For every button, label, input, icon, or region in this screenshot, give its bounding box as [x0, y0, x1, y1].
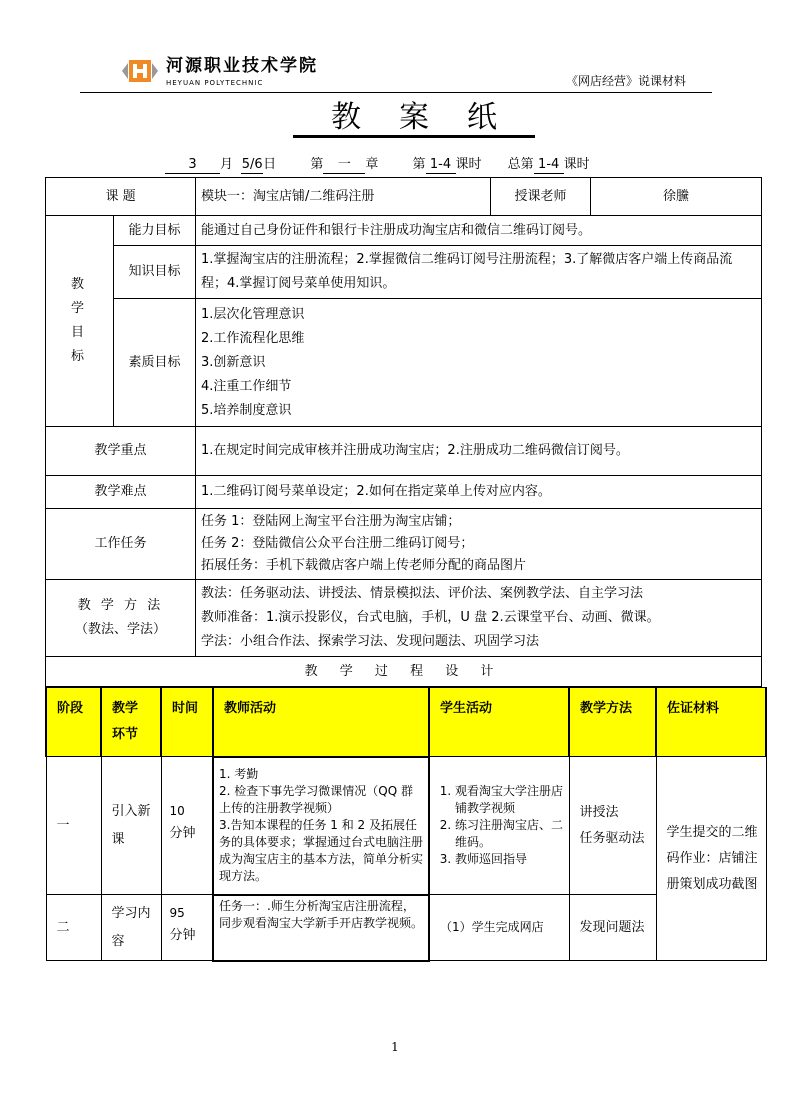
date-line: 3 月 5/6日 第 一 章 第 1-4 课时 总第 1-4 课时 — [165, 157, 590, 174]
process-row: 二 学习内容 95 分钟 任务一：.师生分析淘宝店注册流程，同步观看淘宝大学新手开店教学视频。 （1）学生完成网店 发现问题法 — [46, 895, 766, 961]
quality-row: 素质目标 1.层次化管理意识 2.工作流程化思维 3.创新意识 4.注重工作细节 5.培养制度意识 — [46, 299, 762, 427]
difficulty-row: 教学难点 1.二维码订阅号菜单设定；2.如何在指定菜单上传对应内容。 — [46, 476, 762, 509]
knowledge-row: 知识目标 1.掌握淘宝店的注册流程；2.掌握微信二维码订阅号注册流程；3.了解微店客户端上传商品流程；4.掌握订阅号菜单使用知识。 — [46, 246, 762, 299]
methods-row: 教 学 方 法 （教法、学法） 教法：任务驱动法、讲授法、情景模拟法、评价法、案例教学法、自主学习法 教师准备：1.演示投影仪，台式电脑，手机，U 盘 2.云课堂平台、动画、微课。 学法：小组合作法、探索学习法、发现问题法、巩固学习法 — [46, 580, 762, 657]
tables-container — [45, 177, 765, 962]
process-header-row: 阶段 教学环节 时间 教师活动 学生活动 教学方法 佐证材料 — [46, 688, 766, 757]
course-name: 《网店经营》说课材料 — [565, 74, 686, 88]
school-logo: 河源职业技术学院 HEYUAN POLYTECHNIC — [122, 56, 342, 88]
lesson-plan-table — [45, 177, 762, 687]
process-table — [45, 687, 767, 962]
process-title-row: 教 学 过 程 设 计 — [46, 657, 762, 687]
key-points-row: 教学重点 1.在规定时间完成审核并注册成功淘宝店；2.注册成功二维码微信订阅号。 — [46, 427, 762, 476]
topic-row: 课 题 模块一：淘宝店铺/二维码注册 授课老师 徐黱 — [46, 178, 762, 216]
ability-row: 教 学 目 标 能力目标 能通过自己身份证件和银行卡注册成功淘宝店和微信二维码订阅号。 — [46, 216, 762, 246]
page-title: 教案纸 — [0, 98, 790, 142]
page-number: 1 — [391, 1040, 399, 1054]
process-row: 一 引入新课 10 分钟 1. 考勤 2. 检查下事先学习微课情况（QQ 群上传的注册教学视频） 3.告知本课程的任务 1 和 2 及拓展任务的具体要求；掌握通过台式电脑注册成为淘宝店主的基本方法，简单分析实现方法。 1. 观看淘宝大学注册店铺教学视频 2. 练习注册淘宝店、二维码。 3. 教师巡回指导 讲授法 任务驱动法 学生提交的二维码作业：店铺注册策划成功截图 — [46, 757, 766, 895]
header-rule — [80, 92, 712, 93]
tasks-row: 工作任务 任务 1：登陆网上淘宝平台注册为淘宝店铺； 任务 2：登陆微信公众平台注册二维码订阅号； 拓展任务：手机下载微店客户端上传老师分配的商品图片 — [46, 509, 762, 580]
logo-emblem-icon — [122, 60, 158, 82]
